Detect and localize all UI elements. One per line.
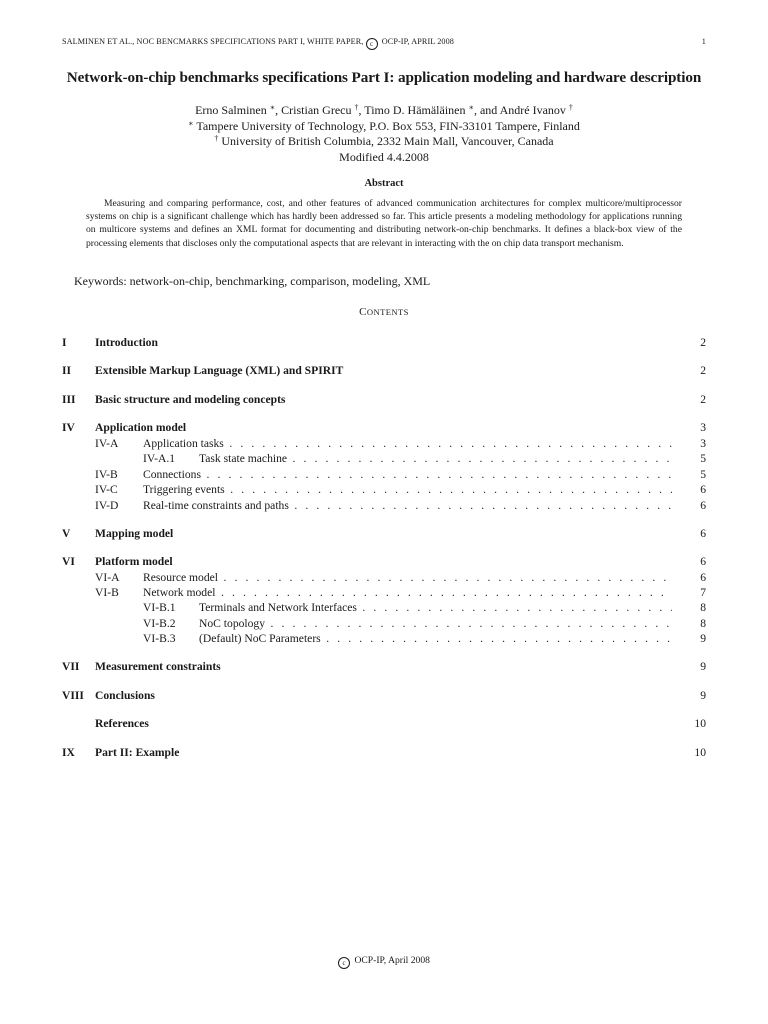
toc-page: 6 [700, 527, 706, 540]
toc-page: 10 [694, 746, 706, 759]
page-footer [0, 955, 768, 969]
toc-title: Triggering events . . . [143, 482, 672, 497]
toc-number: IV-A [95, 437, 119, 450]
copyright-icon: c [366, 38, 378, 50]
toc-entry[interactable] [62, 451, 706, 466]
affiliation-text: University of British Columbia, 2332 Main Mall, Vancouver, Canada [221, 134, 554, 148]
toc-number: IX [62, 746, 75, 759]
toc-entry[interactable] [62, 585, 706, 600]
table-of-contents [62, 0, 706, 1024]
toc-entry[interactable] [62, 482, 706, 497]
toc-entry[interactable] [62, 570, 706, 585]
toc-entry[interactable] [62, 363, 706, 378]
toc-entry[interactable] [62, 616, 706, 631]
toc-number: IV-D [95, 499, 119, 512]
affiliation-mark: ∗ [188, 118, 194, 128]
affiliation-mark: ∗ [468, 103, 474, 112]
toc-page: 2 [700, 393, 706, 406]
toc-title: Mapping model [95, 527, 174, 540]
toc-entry[interactable] [62, 436, 706, 451]
copyright-icon: c [338, 957, 350, 969]
toc-number: VIII [62, 689, 84, 702]
toc-number: IV-A.1 [143, 452, 176, 465]
toc-title: References [95, 717, 149, 730]
abstract-heading: Abstract [364, 178, 404, 189]
toc-title: Measurement constraints [95, 660, 221, 673]
keywords: Keywords: network-on-chip, benchmarking, comparison, modeling, XML [74, 274, 431, 288]
toc-entry[interactable] [62, 600, 706, 615]
toc-page: 6 [700, 499, 706, 512]
toc-title: Part II: Example [95, 746, 180, 759]
toc-page: 9 [700, 660, 706, 673]
affiliation-mark: † [214, 134, 219, 143]
toc-page: 8 [700, 617, 706, 630]
toc-entry[interactable] [62, 467, 706, 482]
toc-title: Basic structure and modeling concepts [95, 393, 286, 406]
toc-number: VI-B.2 [143, 617, 176, 630]
toc-number: VI-A [95, 571, 120, 584]
modified-date: Modified 4.4.2008 [339, 149, 429, 164]
page-number: 1 [701, 37, 706, 46]
toc-number: VI [62, 555, 75, 568]
toc-entry[interactable] [62, 420, 706, 435]
toc-page: 6 [700, 571, 706, 584]
toc-number: IV [62, 421, 75, 434]
toc-title: Extensible Markup Language (XML) and SPIRIT [95, 364, 344, 377]
toc-title: Real-time constraints and paths . . . [143, 498, 672, 513]
author-name: André Ivanov [499, 103, 566, 117]
paper-title: Network-on-chip benchmarks specifications Part I: application modeling and hardware description [66, 69, 702, 86]
toc-number: II [62, 364, 72, 377]
contents-heading-initial: C [359, 306, 367, 318]
toc-entry[interactable] [62, 526, 706, 541]
toc-title: Introduction [95, 336, 158, 349]
toc-number: IV-C [95, 483, 118, 496]
toc-title: NoC topology . . . [199, 616, 672, 631]
affiliation-mark: † [354, 103, 359, 112]
toc-page: 10 [694, 717, 706, 730]
author-name: Erno Salminen [195, 103, 267, 117]
toc-number: IV-B [95, 468, 118, 481]
toc-page: 3 [700, 437, 706, 450]
toc-number: V [62, 527, 71, 540]
toc-page: 5 [700, 468, 706, 481]
toc-page: 7 [700, 586, 706, 599]
toc-number: III [62, 393, 76, 406]
author-name: Timo D. Hämäläinen [364, 103, 466, 117]
toc-page: 5 [700, 452, 706, 465]
running-head-org: OCP-IP, APRIL 2008 [381, 37, 454, 46]
author-name: Cristian Grecu [281, 103, 352, 117]
toc-entry[interactable] [62, 716, 706, 731]
affiliation-text: Tampere University of Technology, P.O. Box 553, FIN-33101 Tampere, Finland [196, 118, 580, 133]
abstract-text: Measuring and comparing performance, cost, and other features of advanced communication architectures for complex multicore/multiprocessor systems on chip is a significant challenge which has hardly been addressed so far. This article presents a modeling methodology for applications running on multicore systems and defines an XML format for documenting and distributing network-on-chip benchmarks. It defines a black-box view of the processing elements that discloses only the computational aspects that are relevant in interacting with the on chip data transport mechanism. [86, 198, 682, 249]
toc-title: Application model [95, 421, 187, 434]
toc-number: I [62, 336, 67, 349]
toc-number: VII [62, 660, 80, 673]
toc-title: Application tasks . . . [143, 436, 672, 451]
toc-title: Platform model [95, 555, 173, 568]
toc-entry[interactable] [62, 498, 706, 513]
toc-page: 9 [700, 689, 706, 702]
toc-number: VI-B.1 [143, 601, 176, 614]
toc-title: (Default) NoC Parameters . . . [199, 631, 672, 646]
toc-entry[interactable] [62, 688, 706, 703]
toc-title: Task state machine . . . [199, 451, 672, 466]
toc-page: 2 [700, 364, 706, 377]
toc-page: 2 [700, 336, 706, 349]
toc-entry[interactable] [62, 659, 706, 674]
contents-heading-rest: ONTENTS [366, 307, 409, 317]
toc-page: 9 [700, 632, 706, 645]
toc-entry[interactable] [62, 631, 706, 646]
toc-page: 6 [700, 555, 706, 568]
running-head-text: SALMINEN ET AL., NOC BENCMARKS SPECIFICATIONS PART I, WHITE PAPER, [62, 37, 364, 46]
toc-entry[interactable] [62, 554, 706, 569]
toc-title: Network model . . . [143, 585, 672, 600]
toc-title: Conclusions [95, 689, 155, 702]
affiliation-mark: ∗ [269, 103, 276, 112]
toc-title: Connections . . . [143, 467, 672, 482]
affiliation-mark: † [568, 103, 573, 112]
toc-number: VI-B [95, 586, 119, 599]
toc-title: Terminals and Network Interfaces . . . [199, 600, 672, 615]
toc-number: VI-B.3 [143, 632, 176, 645]
toc-page: 3 [700, 421, 706, 434]
toc-page: 8 [700, 601, 706, 614]
footer-text: OCP-IP, April 2008 [354, 955, 430, 966]
author-line: Erno Salminen ∗, Cristian Grecu †, Timo D. Hämäläinen ∗, and André Ivanov † [195, 103, 573, 117]
toc-entry[interactable] [62, 335, 706, 350]
toc-title: Resource model . . . [143, 570, 672, 585]
toc-entry[interactable] [62, 745, 706, 760]
toc-entry[interactable] [62, 392, 706, 407]
toc-page: 6 [700, 483, 706, 496]
